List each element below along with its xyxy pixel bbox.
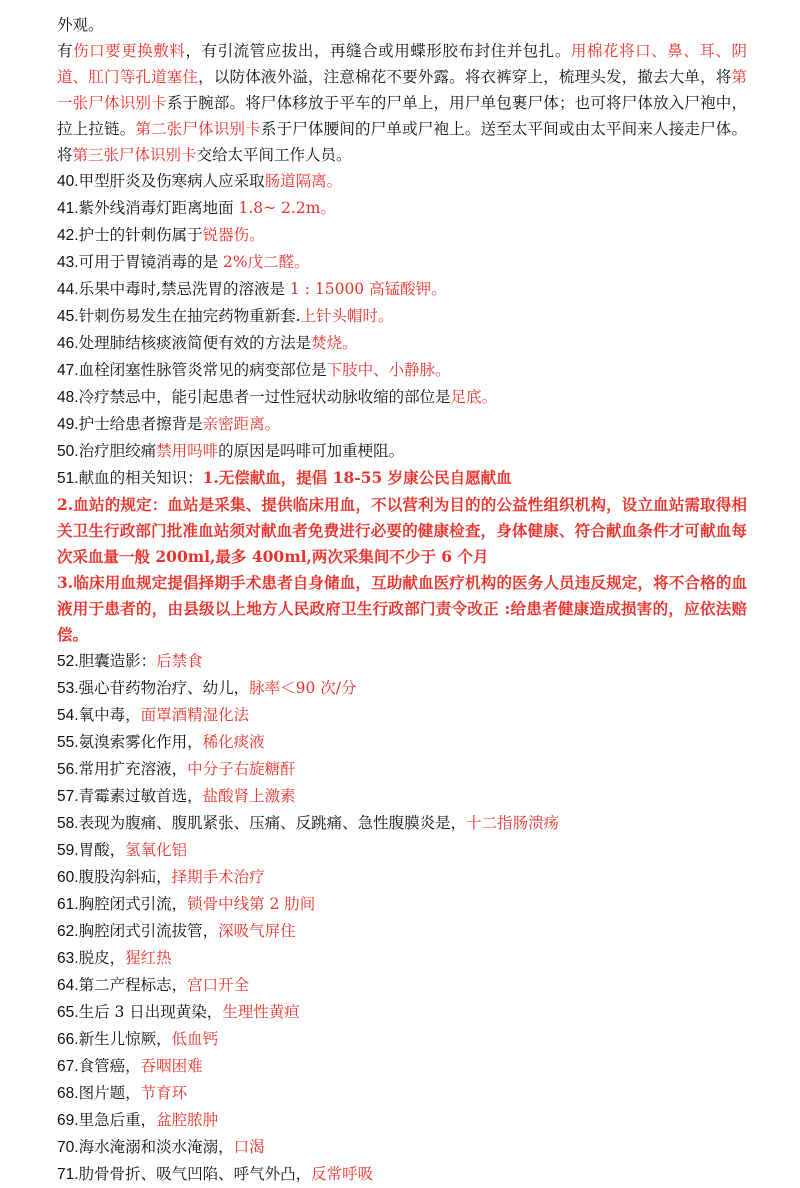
qa-item bbox=[57, 1107, 747, 1134]
item-question: 生后 3 日出现黄染， bbox=[78, 1003, 223, 1021]
item-answer: 稀化痰液 bbox=[202, 733, 265, 751]
item-question: 可用于胃镜消毒的是 bbox=[78, 253, 223, 271]
item-answer: 面罩酒精湿化法 bbox=[140, 706, 250, 724]
item-question: 表现为腹痛、腹肌紧张、压痛、反跳痛、急性腹膜炎是， bbox=[78, 814, 467, 832]
item-answer: 节育环 bbox=[140, 1084, 188, 1102]
qa-item bbox=[57, 972, 747, 999]
item-answer: 肠道隔离。 bbox=[264, 172, 343, 190]
item-answer: 猩红热 bbox=[125, 949, 172, 967]
qa-item bbox=[57, 195, 747, 222]
item-question: 针刺伤易发生在抽完药物重新套. bbox=[78, 307, 301, 325]
item-question: 护士给患者擦背是 bbox=[78, 415, 203, 433]
item-answer-point-1: 1.无偿献血，提倡 18-55 岁康公民自愿献血 bbox=[202, 468, 512, 487]
item-question: 胸腔闭式引流拔管， bbox=[78, 922, 219, 940]
item-number: 69. bbox=[57, 1112, 79, 1129]
item-answer: 盆腔脓肿 bbox=[156, 1111, 219, 1129]
item-number: 61. bbox=[57, 896, 79, 913]
item-number: 47. bbox=[57, 362, 79, 379]
item-number: 40. bbox=[57, 173, 79, 190]
item-question: 食管癌， bbox=[78, 1057, 141, 1075]
item-number: 58. bbox=[57, 815, 79, 832]
intro-line: 外观。 bbox=[57, 16, 104, 34]
qa-item-51 bbox=[57, 465, 747, 492]
item-question: 冷疗禁忌中，能引起患者一过性冠状动脉收缩的部位是 bbox=[78, 388, 451, 406]
item-question: 紫外线消毒灯距离地面 bbox=[78, 199, 239, 217]
item-number: 46. bbox=[57, 335, 79, 352]
item-question: 常用扩充溶液， bbox=[78, 760, 188, 778]
item-number: 41. bbox=[57, 200, 79, 217]
item-number: 68. bbox=[57, 1085, 79, 1102]
item-number: 66. bbox=[57, 1031, 79, 1048]
qa-item bbox=[57, 756, 747, 783]
item-answer: 深吸气屏住 bbox=[218, 922, 296, 940]
item-answer: 禁用吗啡 bbox=[156, 442, 219, 460]
item-number: 51. bbox=[57, 470, 79, 487]
item-question: 图片题， bbox=[78, 1084, 141, 1102]
item-answer: 锁骨中线第 2 肋间 bbox=[187, 895, 316, 913]
qa-item bbox=[57, 276, 747, 303]
item-number: 67. bbox=[57, 1058, 79, 1075]
body-text: 系于腕部。将尸体移放于平车的尸单上，用尸单包裹尸体；也可将尸体放入尸袍中，拉上拉链。 bbox=[57, 94, 747, 138]
qa-item bbox=[57, 1026, 747, 1053]
item-answer: 2%戊二醛。 bbox=[223, 253, 310, 271]
item-number: 57. bbox=[57, 788, 79, 805]
item-number: 64. bbox=[57, 977, 79, 994]
highlight-text: 第三张尸体识别卡 bbox=[72, 146, 197, 164]
qa-item bbox=[57, 648, 747, 675]
body-text: 系于尸体腰间的尸单或尸袍上。送至太平间或由太平间来人接走尸体。将 bbox=[57, 120, 747, 164]
qa-item bbox=[57, 384, 747, 411]
item-number: 42. bbox=[57, 227, 79, 244]
qa-item bbox=[57, 945, 747, 972]
item-question: 胸腔闭式引流， bbox=[78, 895, 188, 913]
item-question: 血栓闭塞性脉管炎常见的病变部位是 bbox=[78, 361, 327, 379]
item-question: 第二产程标志， bbox=[78, 976, 188, 994]
item-answer: 反常呼吸 bbox=[311, 1165, 374, 1183]
qa-list-2 bbox=[57, 648, 747, 1188]
highlight-text: 第一张尸体识别卡 bbox=[57, 68, 747, 112]
item-question: 氧中毒， bbox=[78, 706, 141, 724]
item-question: 乐果中毒时,禁忌洗胃的溶液是 bbox=[78, 280, 290, 298]
qa-item bbox=[57, 729, 747, 756]
qa-item bbox=[57, 810, 747, 837]
item-question: 新生儿惊厥， bbox=[78, 1030, 172, 1048]
item-answer-point-3: 3.临床用血规定提倡择期手术患者自身储血，互助献血医疗机构的医务人员违反规定，将不合格的血液用于患者的，由县级以上地方人民政府卫生行政部门责令改正 :给患者健康造成损害的，应依法赔偿。 bbox=[57, 573, 747, 644]
item-answer: 后禁食 bbox=[156, 652, 203, 670]
item-question: 护士的针刺伤属于 bbox=[78, 226, 203, 244]
item-number: 55. bbox=[57, 734, 79, 751]
highlight-text: 用棉花将口、鼻、耳、阴道、肛门等孔道塞住 bbox=[57, 42, 747, 86]
item-number: 56. bbox=[57, 761, 79, 778]
item-question: 胃酸， bbox=[78, 841, 126, 859]
item-number: 43. bbox=[57, 254, 79, 271]
item-number: 50. bbox=[57, 443, 79, 460]
item-number: 63. bbox=[57, 950, 79, 967]
item-question: 处理肺结核痰液简便有效的方法是 bbox=[78, 334, 312, 352]
item-question-tail: 的原因是吗啡可加重梗阻。 bbox=[218, 442, 405, 460]
item-answer: 低血钙 bbox=[171, 1030, 219, 1048]
item-number: 62. bbox=[57, 923, 79, 940]
item-question: 里急后重， bbox=[78, 1111, 157, 1129]
item-question: 治疗胆绞痛 bbox=[78, 442, 157, 460]
qa-item bbox=[57, 168, 747, 195]
qa-item bbox=[57, 864, 747, 891]
item-number: 44. bbox=[57, 281, 79, 298]
item-answer: 宫口开全 bbox=[187, 976, 250, 994]
item-number: 49. bbox=[57, 416, 79, 433]
intro-paragraph bbox=[57, 38, 747, 168]
highlight-text: 伤口要更换敷料 bbox=[73, 42, 186, 60]
item-answer: 中分子右旋糖酐 bbox=[187, 760, 296, 778]
highlight-text: 第二张尸体识别卡 bbox=[135, 120, 261, 138]
item-answer: 上针头帽时。 bbox=[300, 307, 394, 325]
item-answer: 择期手术治疗 bbox=[171, 868, 265, 886]
qa-item-50 bbox=[57, 438, 747, 465]
qa-item bbox=[57, 783, 747, 810]
item-question: 强心苷药物治疗、幼儿， bbox=[78, 679, 250, 697]
document-body bbox=[57, 12, 747, 1188]
item-number: 52. bbox=[57, 653, 79, 670]
item-answer: 氢氧化铝 bbox=[125, 841, 188, 859]
item-answer: 1 : 15000 高锰酸钾。 bbox=[289, 280, 447, 298]
item-answer: 足底。 bbox=[450, 388, 498, 406]
qa-item bbox=[57, 999, 747, 1026]
item-answer: 焚烧。 bbox=[311, 334, 358, 352]
item-question: 胆囊造影： bbox=[78, 652, 157, 670]
item-answer: 口渴 bbox=[233, 1138, 265, 1156]
item-answer: 下肢中、小静脉。 bbox=[326, 361, 451, 379]
item-answer: 生理性黄疸 bbox=[222, 1003, 300, 1021]
item-answer: 吞咽困难 bbox=[140, 1057, 203, 1075]
body-text: ，有引流管应拔出，再缝合或用蝶形胶布封住并包扎。 bbox=[185, 42, 571, 60]
item-question: 甲型肝炎及伤寒病人应采取 bbox=[78, 172, 265, 190]
body-text: 有 bbox=[57, 42, 74, 60]
qa-item bbox=[57, 1161, 747, 1188]
item-number: 65. bbox=[57, 1004, 79, 1021]
item-number: 70. bbox=[57, 1139, 79, 1156]
item-answer: 亲密距离。 bbox=[202, 415, 281, 433]
qa-item bbox=[57, 303, 747, 330]
item-question: 氨溴索雾化作用， bbox=[78, 733, 203, 751]
item-answer: 十二指肠溃疡 bbox=[466, 814, 560, 832]
qa-item bbox=[57, 249, 747, 276]
body-text: 交给太平间工作人员。 bbox=[196, 146, 352, 164]
qa-item bbox=[57, 357, 747, 384]
item-question: 献血的相关知识： bbox=[78, 469, 203, 487]
item-number: 54. bbox=[57, 707, 79, 724]
item-number: 71. bbox=[57, 1166, 79, 1183]
qa-item bbox=[57, 702, 747, 729]
qa-item bbox=[57, 222, 747, 249]
item-number: 53. bbox=[57, 680, 79, 697]
qa-item bbox=[57, 1053, 747, 1080]
qa-item bbox=[57, 837, 747, 864]
qa-item bbox=[57, 891, 747, 918]
item-answer: 1.8~ 2.2m。 bbox=[238, 199, 336, 217]
item-answer: 锐器伤。 bbox=[202, 226, 265, 244]
item-answer-point-2: 2.血站的规定：血站是采集、提供临床用血，不以营利为目的的公益性组织机构，设立血站需取得相关卫生行政部门批准血站须对献血者免费进行必要的健康检查，身体健康、符合献血条件才可献血每次采血量一般 200ml,最多 400ml,两次采集间不少于 6 个月 bbox=[57, 495, 747, 566]
item-question: 肋骨骨折、吸气凹陷、呼气外凸， bbox=[78, 1165, 312, 1183]
item-number: 48. bbox=[57, 389, 79, 406]
qa-item bbox=[57, 411, 747, 438]
item-number: 59. bbox=[57, 842, 79, 859]
qa-item bbox=[57, 1134, 747, 1161]
item-number: 60. bbox=[57, 869, 79, 886]
qa-item bbox=[57, 330, 747, 357]
item-answer: 盐酸肾上激素 bbox=[202, 787, 296, 805]
qa-item bbox=[57, 1080, 747, 1107]
qa-item bbox=[57, 675, 747, 702]
qa-item bbox=[57, 918, 747, 945]
body-text: ，以防体液外溢，注意棉花不要外露。将衣裤穿上，梳理头发，撤去大单，将 bbox=[198, 68, 732, 86]
qa-list-1 bbox=[57, 168, 747, 438]
item-question: 海水淹溺和淡水淹溺， bbox=[78, 1138, 234, 1156]
item-answer: 脉率＜90 次/分 bbox=[249, 679, 357, 697]
item-question: 腹股沟斜疝， bbox=[78, 868, 172, 886]
item-number: 45. bbox=[57, 308, 79, 325]
item-question: 青霉素过敏首选， bbox=[78, 787, 203, 805]
item-question: 脱皮， bbox=[78, 949, 126, 967]
